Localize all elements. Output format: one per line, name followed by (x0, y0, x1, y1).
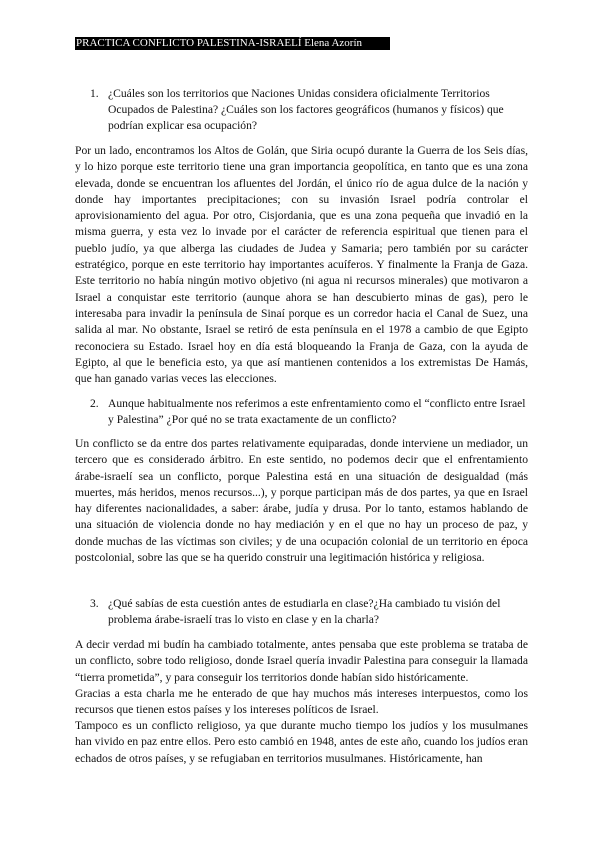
question-number: 1. (90, 87, 99, 100)
question-text: ¿Cuáles son los territorios que Naciones Unidas considera oficialmente Territorios Ocupados de Palestina? ¿Cuáles son los factores geográficos (humanos y físicos) que podrían explicar esa ocupación? (108, 87, 504, 132)
question-text: Aunque habitualmente nos referimos a este enfrentamiento como el “conflicto entre Israel y Palestina” ¿Por qué no se trata exactamente de un conflicto? (108, 397, 526, 426)
answer-1: Por un lado, encontramos los Altos de Golán, que Siria ocupó durante la Guerra de los Seis días, y lo hizo porque este territorio tiene una gran importancia geopolítica, en tanto que es una zona elevada, donde se encuentran los afluentes del Jordán, el único río de agua dulce de la nación y donde hay importantes precipitaciones; con su invasión Israel podría controlar el aprovisionamiento del agua. Por otro, Cisjordania, que es una zona pequeña que invadió en la misma guerra, y esta vez lo invade por el carácter de referencia espiritual que tienen para el pueblo judío, ya que alberga las ciudades de Judea y Samaria; pero también por su carácter estratégico, porque en este territorio hay importantes acuíferos. Y finalmente la Franja de Gaza. Este territorio no había ningún motivo objetivo (ni agua ni recursos minerales) que motivaron a Israel a conquistar este territorio (aunque ahora se han descubierto minas de gas), pero le interesaba para invadir la península de Sinaí porque es un corredor hacia el Canal de Suez, una salida al mar. No obstante, Israel se retiró de esta península en el 1978 a cambio de que Egipto reconociera su Estado. Israel hoy en día está bloqueando la Franja de Gaza, con la ayuda de Egipto, al que le beneficia esto, ya que así mantienen contenidos a los extremistas De Hamás, que han ganado varias veces las elecciones. (75, 144, 528, 386)
document-header: PRACTICA CONFLICTO PALESTINA-ISRAELÍ Elena Azorín (75, 37, 390, 50)
answer-3-paragraph-3: Tampoco es un conflicto religioso, ya que durante mucho tiempo los judíos y los musulmanes han vivido en paz entre ellos. Pero esto cambió en 1948, antes de este año, cuando los judíos eran echados de otros países, y se refugiaban en territorios musulmanes. Históricamente, han (75, 719, 528, 765)
question-text: ¿Qué sabías de esta cuestión antes de estudiarla en clase?¿Ha cambiado tu visión del problema árabe-israelí tras lo visto en clase y en la charla? (108, 597, 501, 626)
question-3 (90, 596, 530, 628)
question-number: 3. (90, 597, 99, 610)
answer-2: Un conflicto se da entre dos partes relativamente equiparadas, donde interviene un mediador, un tercero que es considerado árbitro. En este sentido, no podemos decir que el enfrentamiento árabe-israelí sea un conflicto, porque Palestina está en una situación de desigualdad (más muertes, más heridos, menos recursos...), y porque participan más de dos partes, ya que en Israel hay diferentes nacionalidades, a saber: árabe, judía y drusa. Por lo tanto, estamos hablando de una situación de violencia donde no hay mediación y en el que no hay un proceso de paz, y donde muchas de las víctimas son civiles; y de una ocupación colonial de un territorio en época postcolonial, sobre las que se ha querido construir una legitimación histórica y religiosa. (75, 437, 528, 565)
question-number: 2. (90, 397, 99, 410)
answer-3-paragraph-2: Gracias a esta charla me he enterado de que hay muchos más intereses interpuestos, como los recursos que tienen estos países y los intereses políticos de Israel. (75, 687, 528, 717)
question-2 (90, 396, 530, 428)
answer-3-paragraph-1: A decir verdad mi budín ha cambiado totalmente, antes pensaba que este problema se trataba de un conflicto, sobre todo religioso, donde Israel quería invadir Palestina para conseguir la llamada “tierra prometida”, y para conseguir los territorios donde habían sido históricamente. (75, 638, 528, 684)
question-1 (90, 86, 530, 134)
